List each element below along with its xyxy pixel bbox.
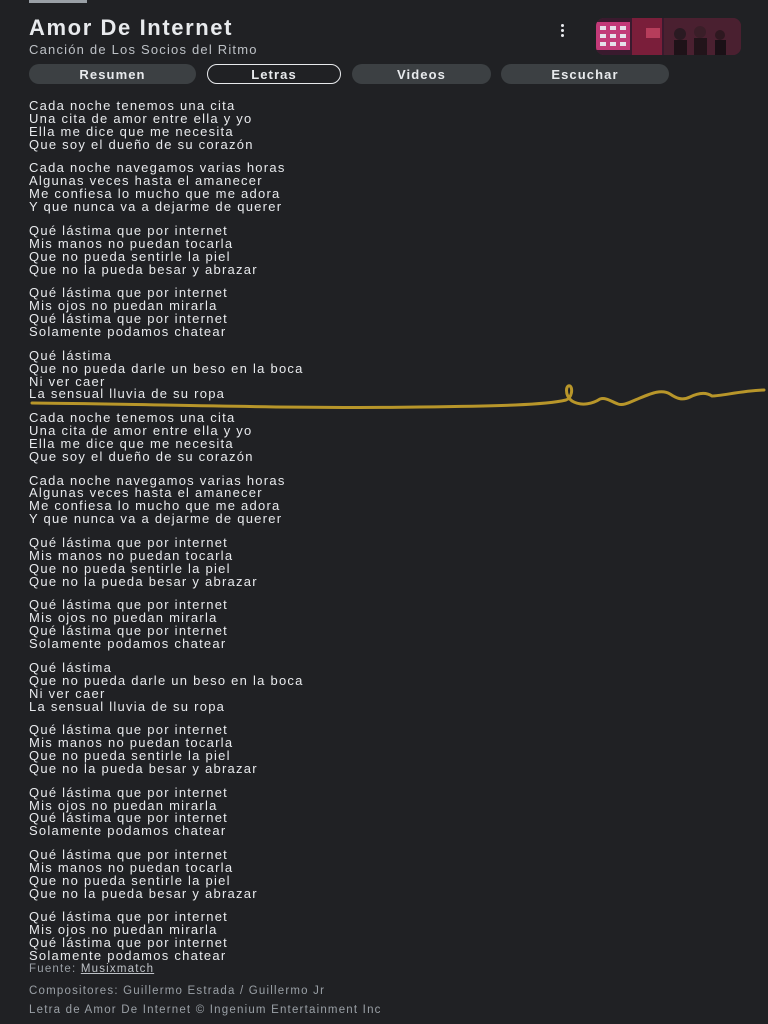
song-title: Amor De Internet (29, 15, 234, 40)
lyrics-body (29, 100, 729, 974)
lyric-line: Cada noche tenemos una cita (29, 98, 236, 113)
lyric-line: Mis manos no puedan tocarla (29, 859, 234, 875)
lyric-line: La sensual lluvia de su ropa (29, 386, 226, 402)
lyric-line: Que no pueda sentirle la piel (29, 560, 231, 576)
lyric-line: Solamente podamos chatear (29, 323, 227, 339)
lyric-line: Qué lástima que por internet (29, 847, 229, 863)
lyrics-stanza (29, 659, 729, 714)
tab-resumen[interactable]: Resumen (29, 64, 196, 84)
tab-letras[interactable]: Letras (207, 64, 341, 84)
lyric-line: Que no la pueda besar y abrazar (29, 760, 258, 776)
lyrics-stanza (29, 599, 729, 651)
song-subtitle: Canción de Los Socios del Ritmo (29, 42, 258, 57)
lyric-line: Solamente podamos chatear (29, 636, 227, 652)
lyric-line: Mis manos no puedan tocarla (29, 735, 234, 751)
lyric-line: Mis manos no puedan tocarla (29, 235, 234, 251)
lyric-line: Qué lástima que por internet (29, 810, 229, 826)
lyric-line: Y que nunca va a dejarme de querer (29, 199, 283, 215)
lyric-line: Me confiesa lo mucho que me adora (29, 498, 281, 514)
album-thumbnail[interactable] (596, 18, 741, 55)
lyric-line: Mis ojos no puedan mirarla (29, 797, 218, 813)
lyric-line: Qué lástima que por internet (29, 222, 229, 238)
lyric-line: Ni ver caer (29, 373, 106, 389)
top-divider (29, 0, 87, 3)
lyric-line: Cada noche tenemos una cita (29, 410, 236, 426)
lyric-line: Que no pueda sentirle la piel (29, 248, 231, 264)
lyric-line: Que no pueda darle un beso en la boca (29, 360, 304, 376)
lyrics-stanza (29, 472, 729, 527)
lyric-line: Que no la pueda besar y abrazar (29, 573, 258, 589)
lyric-line: Solamente podamos chatear (29, 948, 227, 964)
lyrics-stanza (29, 784, 729, 839)
lyric-line: Que no pueda sentirle la piel (29, 748, 231, 764)
song-header (29, 15, 549, 58)
lyric-line: Algunas veces hasta el amanecer (29, 485, 263, 501)
lyric-line: Cada noche navegamos varias horas (29, 472, 286, 488)
lyric-line: Cada noche navegamos varias horas (29, 160, 286, 176)
lyric-line: Que soy el dueño de su corazón (29, 448, 254, 464)
lyric-line: Mis ojos no puedan mirarla (29, 610, 218, 626)
lyric-line: Qué lástima que por internet (29, 784, 229, 800)
lyric-line: Qué lástima que por internet (29, 597, 229, 613)
source-label: Fuente: (29, 963, 77, 975)
copyright-line: Letra de Amor De Internet © Ingenium Entertainment Inc (29, 1004, 382, 1016)
lyric-line: Qué lástima que por internet (29, 909, 229, 925)
lyric-line: Qué lástima que por internet (29, 722, 229, 738)
lyrics-stanza (29, 534, 729, 589)
lyric-line: Ella me dice que me necesita (29, 435, 234, 451)
lyric-line: Ni ver caer (29, 685, 106, 701)
lyric-line: Qué lástima (29, 659, 113, 675)
source-line (29, 962, 749, 976)
lyric-line: Algunas veces hasta el amanecer (29, 173, 263, 189)
lyric-line: Que no pueda sentirle la piel (29, 872, 231, 888)
lyric-line: Ella me dice que me necesita (29, 123, 234, 139)
more-vert-icon[interactable] (556, 22, 568, 38)
lyric-line: Qué lástima que por internet (29, 623, 229, 639)
lyric-line: Qué lástima que por internet (29, 285, 229, 301)
lyric-line: Que no la pueda besar y abrazar (29, 261, 258, 277)
lyric-line: Una cita de amor entre ella y yo (29, 110, 253, 126)
lyric-line: Que no la pueda besar y abrazar (29, 885, 258, 901)
lyric-line: Qué lástima que por internet (29, 311, 229, 327)
lyric-line: Mis manos no puedan tocarla (29, 547, 234, 563)
tab-videos[interactable]: Videos (352, 64, 491, 84)
lyrics-footer (29, 962, 749, 1017)
lyric-line: Mis ojos no puedan mirarla (29, 298, 218, 314)
tab-escuchar[interactable]: Escuchar (501, 64, 669, 84)
lyric-line: Que no pueda darle un beso en la boca (29, 672, 304, 688)
lyric-line: Mis ojos no puedan mirarla (29, 922, 218, 938)
lyric-line: La sensual lluvia de su ropa (29, 698, 226, 714)
lyrics-stanza (29, 347, 729, 402)
lyric-line: Que soy el dueño de su corazón (29, 136, 254, 152)
lyrics-stanza (29, 849, 729, 901)
lyric-line: Me confiesa lo mucho que me adora (29, 186, 281, 202)
lyric-line: Y que nunca va a dejarme de querer (29, 511, 283, 527)
lyrics-stanza (29, 222, 729, 277)
lyrics-stanza (29, 162, 729, 214)
lyric-line: Una cita de amor entre ella y yo (29, 423, 253, 439)
lyric-line: Qué lástima (29, 347, 113, 363)
lyrics-stanza (29, 100, 729, 152)
lyrics-stanza (29, 724, 729, 776)
lyrics-stanza (29, 911, 729, 963)
composers-line: Compositores: Guillermo Estrada / Guillermo Jr (29, 985, 326, 997)
lyric-line: Qué lástima que por internet (29, 534, 229, 550)
source-link[interactable]: Musixmatch (80, 963, 155, 975)
lyrics-stanza (29, 412, 729, 464)
lyrics-stanza (29, 287, 729, 339)
lyric-line: Solamente podamos chatear (29, 823, 227, 839)
lyric-line: Qué lástima que por internet (29, 935, 229, 951)
